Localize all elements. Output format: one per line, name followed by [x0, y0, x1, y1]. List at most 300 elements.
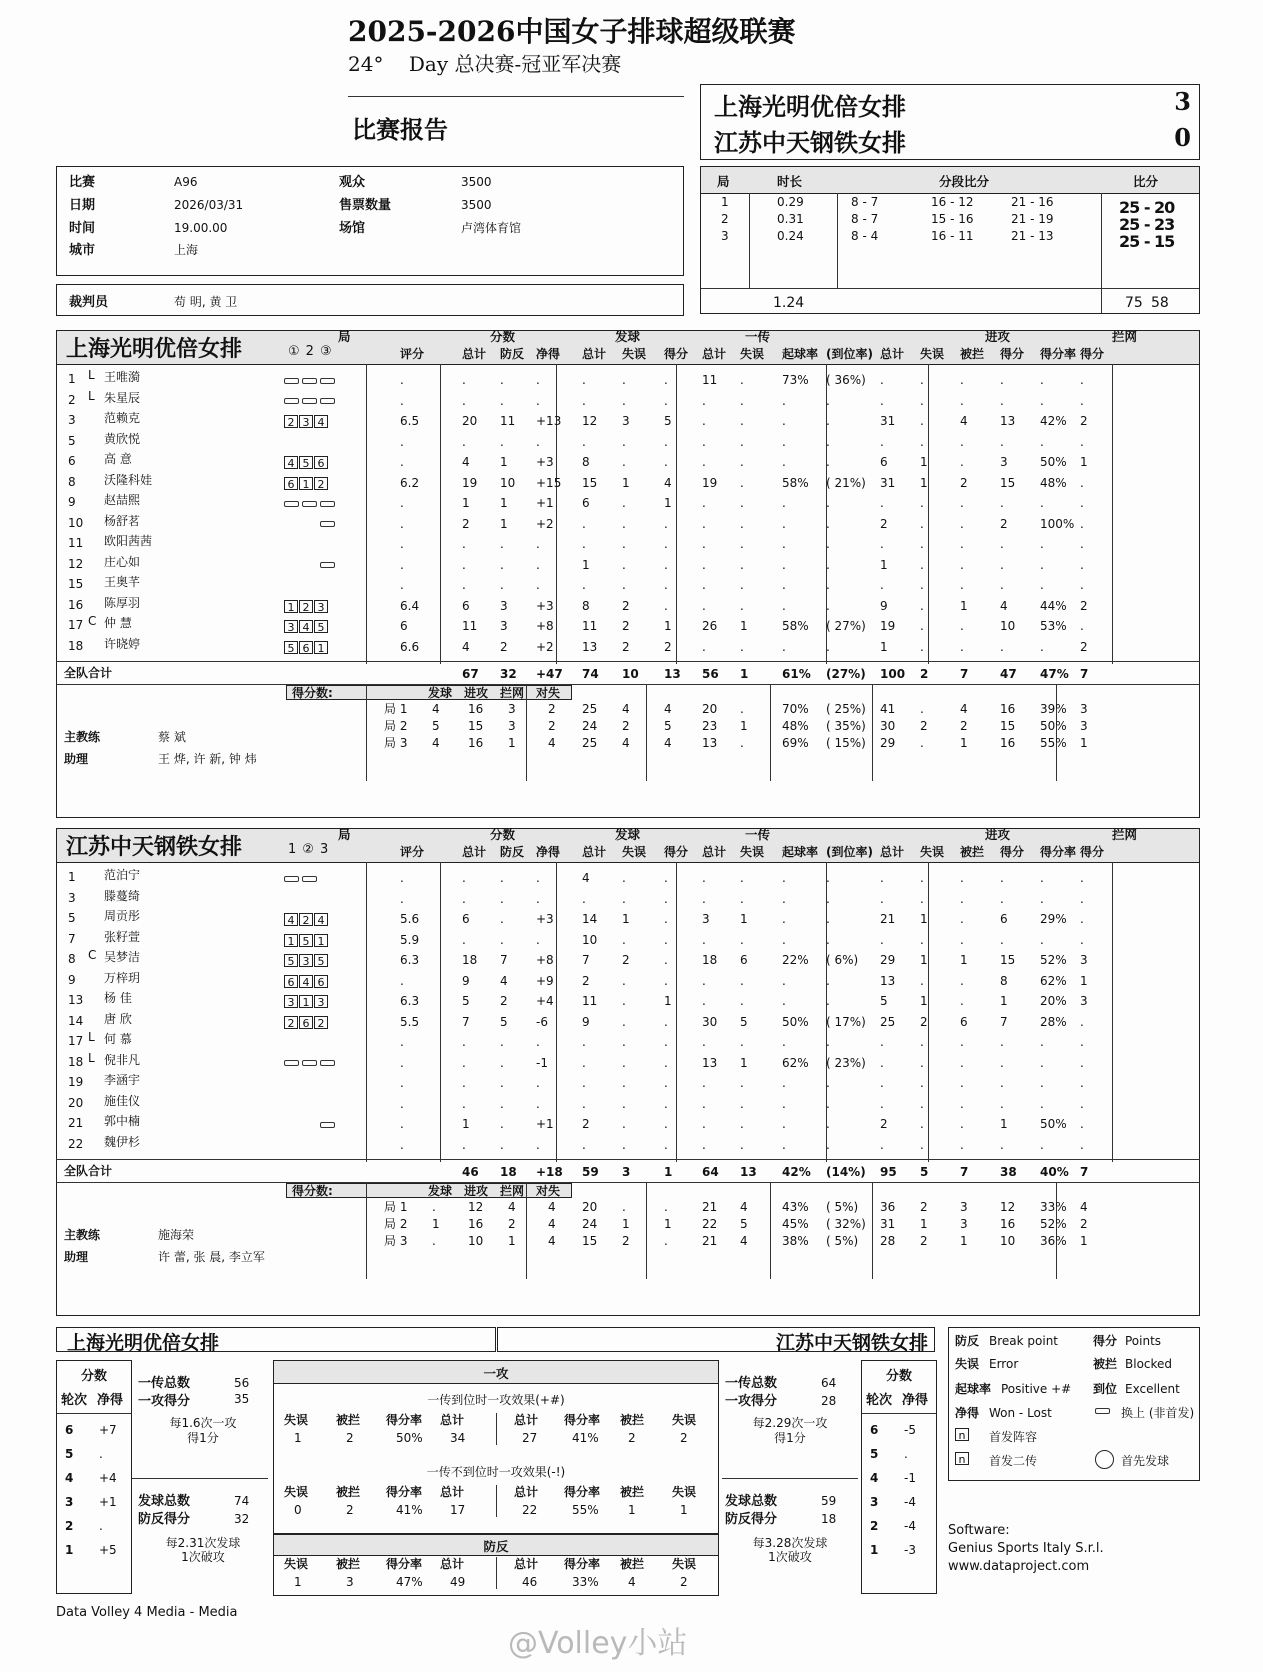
- stat-cell: .: [622, 871, 626, 885]
- sub-dash-icon: [302, 398, 317, 404]
- player-name: 沃隆科娃: [104, 472, 153, 487]
- stat-cell: .: [1000, 1035, 1004, 1049]
- stat-cell: 13: [1000, 414, 1016, 428]
- stat-cell: .: [1000, 373, 1004, 387]
- sub-dash-icon: [1095, 1408, 1110, 1414]
- col-header-qql: 起球率: [782, 347, 819, 361]
- col-header-pf: 评分: [400, 845, 425, 859]
- position-box: 1: [314, 934, 328, 947]
- total-cell: 18: [500, 1165, 517, 1179]
- set-stat-cell: 25: [582, 702, 598, 716]
- stat-cell: .: [400, 578, 404, 592]
- set-stat-cell: .: [920, 702, 924, 716]
- bottom-divider: [366, 685, 367, 781]
- stat-cell: 20%: [1040, 994, 1067, 1008]
- stat-cell: .: [664, 373, 668, 387]
- stat-cell: .: [400, 537, 404, 551]
- stat-cell: 6.3: [400, 953, 420, 967]
- stat-cell: .: [536, 1137, 540, 1152]
- col-header-zj: 总计: [880, 347, 905, 361]
- stat-cell: 20: [462, 414, 478, 428]
- group-header-yc: 一传: [745, 827, 771, 842]
- stat-cell: .: [1040, 373, 1044, 387]
- fa-val-a: 41%: [396, 1503, 423, 1517]
- stat-cell: .: [782, 932, 786, 947]
- set-stat-cell: 2: [920, 1234, 928, 1248]
- fa-val-a: 34: [450, 1431, 466, 1445]
- stat-cell: 15: [1000, 475, 1016, 490]
- stat-cell: 11: [702, 373, 718, 387]
- stat-cell: .: [960, 639, 964, 654]
- stat-cell: .: [960, 537, 964, 551]
- position-box: 5: [299, 456, 313, 469]
- player-number: 8: [68, 474, 76, 489]
- stat-cell: .: [740, 598, 744, 613]
- first-attack-title: 一攻: [483, 1366, 509, 1381]
- legend-jingde: 净得: [955, 1406, 980, 1420]
- set-stat-cell: 30: [880, 719, 896, 733]
- fa-val-a: 1: [294, 1575, 302, 1589]
- stat-cell: .: [960, 1035, 964, 1049]
- stat-cell: .: [1080, 619, 1084, 633]
- stat-cell: .: [880, 434, 884, 449]
- starter-box-icon: n: [955, 1428, 969, 1441]
- stat-cell: .: [462, 891, 466, 906]
- stat-cell: .: [1080, 475, 1084, 490]
- stat-cell: .: [1080, 1076, 1084, 1090]
- set-partial-8: 8 - 7: [851, 212, 879, 226]
- stat-cell: .: [500, 557, 504, 572]
- stat-cell: 13: [880, 973, 896, 988]
- stat-cell: .: [702, 393, 706, 408]
- rot-b-h1: 轮次: [866, 1393, 893, 1408]
- stat-cell: .: [500, 891, 504, 906]
- positive-title: 一传到位时一攻效果(+#): [427, 1393, 565, 1407]
- col-header-sw: 失误: [920, 845, 945, 859]
- set-score: 25 - 20: [1119, 198, 1175, 217]
- stat-cell: .: [782, 393, 786, 408]
- set-duration: 0.31: [777, 212, 804, 226]
- col-header-ff: 防反: [500, 845, 525, 859]
- stat-cell: .: [826, 1137, 830, 1152]
- set-stat-cell: 25: [582, 736, 598, 750]
- stat-cell: 1: [920, 912, 928, 926]
- stat-cell: .: [664, 973, 668, 988]
- player-number: 12: [68, 556, 84, 571]
- fa-val-a: 49: [450, 1575, 466, 1589]
- stat-cell: .: [920, 496, 924, 510]
- stat-cell: .: [664, 557, 668, 572]
- stat-cell: .: [702, 496, 706, 510]
- set-stat-cell: 20: [582, 1200, 598, 1214]
- player-role: L: [88, 388, 95, 403]
- player-name: 吴梦洁: [104, 950, 141, 964]
- stat-cell: .: [1080, 373, 1084, 387]
- stat-cell: .: [960, 1117, 964, 1131]
- set-stat-cell: 21: [702, 1234, 718, 1248]
- stat-cell: .: [740, 1076, 744, 1090]
- total-bottom: [56, 1182, 1200, 1183]
- position-box: 1: [299, 995, 313, 1008]
- stat-cell: 1: [500, 496, 508, 510]
- rotation-net: -4: [904, 1519, 916, 1533]
- stat-cell: .: [782, 1117, 786, 1131]
- stat-cell: .: [1080, 891, 1084, 906]
- player-number: 3: [68, 413, 76, 427]
- set-marks: [288, 842, 334, 857]
- total-cell: 64: [702, 1165, 719, 1179]
- legend-fangfan: 防反: [955, 1334, 980, 1348]
- stat-cell: .: [664, 455, 668, 469]
- score-label: 得分数:: [292, 1184, 333, 1198]
- fa-col-b: 被拦: [620, 1557, 645, 1571]
- stat-cell: 4: [582, 871, 590, 885]
- set-score-cell: 2: [548, 719, 556, 733]
- stat-cell: .: [462, 1055, 466, 1070]
- stat-cell: .: [536, 871, 540, 885]
- stat-cell: .: [1040, 1137, 1044, 1152]
- player-name: 杨 佳: [104, 991, 132, 1005]
- fa-divider: [496, 1413, 497, 1445]
- stat-cell: .: [920, 434, 924, 449]
- player-number: 19: [68, 1075, 84, 1089]
- group-header-lw: 拦网: [1112, 827, 1138, 842]
- score-col-header: 进攻: [464, 686, 489, 700]
- stat-cell: +3: [536, 912, 554, 926]
- col-header-ff: 防反: [500, 347, 525, 361]
- set-stat-cell: 3: [1080, 702, 1088, 716]
- fa-col-a: 总计: [440, 1413, 465, 1427]
- a-ratio: 每1.6次一攻: [169, 1416, 237, 1430]
- stat-cell: .: [740, 496, 744, 510]
- final-score-box: [700, 84, 1200, 160]
- fa-col-b: 得分率: [564, 1413, 601, 1427]
- stat-cell: .: [702, 994, 706, 1008]
- stat-cell: .: [1000, 932, 1004, 947]
- stat-cell: .: [1000, 871, 1004, 885]
- stat-cell: .: [920, 373, 924, 387]
- stat-cell: 4: [500, 973, 508, 988]
- stat-cell: .: [826, 973, 830, 988]
- software-credit: [948, 1522, 1104, 1576]
- b-serve-label: 发球总数: [725, 1494, 778, 1509]
- player-name: 赵喆熙: [104, 493, 141, 507]
- rotation-number: 5: [870, 1447, 879, 1461]
- stat-cell: 4: [462, 639, 470, 654]
- player-name: 许晓婷: [104, 636, 141, 651]
- team-a-name: 上海光明优倍女排: [714, 92, 906, 121]
- total-cell: 61%: [782, 667, 811, 681]
- stat-cell: .: [1080, 1014, 1084, 1029]
- stat-cell: .: [664, 578, 668, 592]
- stat-cell: .: [826, 557, 830, 572]
- stat-cell: .: [782, 434, 786, 449]
- col-header-jd: 净得: [536, 845, 561, 859]
- a-fa: 35: [234, 1392, 250, 1406]
- stat-cell: .: [1080, 1117, 1084, 1131]
- player-name: 范泊宁: [104, 868, 141, 882]
- stat-cell: .: [782, 578, 786, 592]
- sub-dash-icon: [320, 1122, 335, 1128]
- stat-cell: .: [920, 871, 924, 885]
- stat-cell: .: [500, 1055, 504, 1070]
- stat-cell: 15: [582, 475, 598, 490]
- stat-cell: .: [782, 496, 786, 510]
- set-row-label: 局 3: [384, 1234, 408, 1248]
- stat-cell: 1: [622, 912, 630, 926]
- set-duration: 0.29: [777, 195, 804, 209]
- set-score-cell: 4: [548, 736, 556, 750]
- audience-value: 3500: [461, 175, 492, 189]
- group-header-jg: 进攻: [985, 827, 1011, 842]
- set-stat-cell: 23: [702, 719, 718, 733]
- stat-cell: .: [536, 1035, 540, 1049]
- assistant-label: 助理: [64, 1250, 89, 1264]
- stat-cell: .: [400, 1076, 404, 1090]
- stat-cell: .: [536, 537, 540, 551]
- stat-cell: .: [960, 1076, 964, 1090]
- position-box: 4: [299, 620, 313, 633]
- stat-cell: .: [664, 932, 668, 947]
- player-number: 9: [68, 495, 76, 509]
- stat-cell: .: [960, 1137, 964, 1152]
- stat-cell: .: [826, 455, 830, 469]
- rotation-number: 5: [65, 1447, 74, 1461]
- stat-cell: .: [826, 537, 830, 551]
- stat-cell: .: [622, 1055, 626, 1070]
- total-cell: 40%: [1040, 1165, 1069, 1179]
- set-score-cell: 16: [468, 1217, 484, 1231]
- set-stat-cell: .: [664, 1234, 668, 1248]
- stat-cell: .: [536, 1076, 540, 1090]
- stat-cell: .: [462, 1096, 466, 1111]
- fa-col-a: 失误: [284, 1413, 309, 1427]
- set-score: 25 - 15: [1119, 232, 1175, 251]
- stat-cell: .: [582, 891, 586, 906]
- assistant-names: 许 蕾, 张 晨, 李立军: [158, 1250, 265, 1264]
- stat-cell: .: [622, 994, 626, 1008]
- stat-cell: .: [1080, 537, 1084, 551]
- position-box: 2: [284, 415, 298, 428]
- stat-cell: .: [664, 1035, 668, 1049]
- col-header-zj: 总计: [702, 845, 727, 859]
- stat-cell: .: [702, 639, 706, 654]
- team-name: 上海光明优倍女排: [66, 336, 243, 362]
- stat-cell: 1: [664, 496, 672, 510]
- player-row: [56, 430, 1200, 450]
- set-score-cell: .: [432, 1200, 436, 1214]
- position-box: 6: [314, 456, 328, 469]
- position-box: 4: [284, 456, 298, 469]
- set-stat-cell: ( 32%): [826, 1217, 866, 1231]
- player-name: 杨舒茗: [104, 513, 141, 528]
- stat-cell: .: [880, 496, 884, 510]
- set-stat-cell: 3: [1080, 719, 1088, 733]
- coach-name: 施海荣: [158, 1228, 195, 1242]
- stat-cell: .: [1040, 434, 1044, 449]
- bottom-divider: [526, 1183, 527, 1279]
- total-cell: 7: [960, 667, 969, 681]
- sets-table: [700, 166, 1200, 314]
- stat-cell: .: [880, 537, 884, 551]
- stat-cell: 11: [500, 414, 516, 428]
- round-subtitle: 24° Day 总决赛-冠亚军决赛: [348, 52, 622, 76]
- stat-cell: .: [582, 1055, 586, 1070]
- legend-sub: 换上 (非首发): [1121, 1406, 1195, 1420]
- player-positions: [284, 637, 329, 656]
- total-cell: +18: [536, 1165, 563, 1179]
- stat-cell: 6.6: [400, 639, 420, 654]
- stat-cell: 2: [622, 953, 630, 967]
- player-name: 仲 慧: [104, 616, 132, 630]
- stat-cell: .: [826, 578, 830, 592]
- stat-cell: 10: [1000, 619, 1016, 633]
- stat-cell: 9: [462, 973, 470, 988]
- total-cell: 1: [664, 1165, 673, 1179]
- stat-cell: .: [740, 1137, 744, 1152]
- stat-cell: 18: [702, 953, 718, 967]
- stat-cell: .: [400, 516, 404, 531]
- stat-cell: 58%: [782, 475, 809, 490]
- audience-label: 观众: [339, 175, 366, 190]
- player-number: 11: [68, 536, 84, 550]
- stat-cell: .: [462, 557, 466, 572]
- stat-cell: 6: [400, 619, 408, 633]
- stat-cell: .: [782, 639, 786, 654]
- stat-cell: 6: [462, 912, 470, 926]
- set-score-cell: .: [432, 1234, 436, 1248]
- stat-cell: .: [740, 373, 744, 387]
- stat-cell: +8: [536, 619, 554, 633]
- stat-cell: .: [500, 373, 504, 387]
- set-stat-cell: 50%: [1040, 719, 1067, 733]
- fa-col-a: 失误: [284, 1485, 309, 1499]
- set-number: 3: [721, 229, 729, 243]
- player-row: [56, 635, 1200, 655]
- set-row-label: 局 3: [384, 736, 408, 750]
- stat-cell: .: [826, 434, 830, 449]
- set-stat-cell: 2: [920, 1200, 928, 1214]
- player-number: 2: [68, 392, 76, 407]
- stat-cell: 5.5: [400, 1014, 420, 1029]
- player-row: [56, 989, 1200, 1009]
- stat-cell: .: [400, 1035, 404, 1049]
- total-cell: 74: [582, 667, 599, 681]
- set-score-cell: 2: [548, 702, 556, 716]
- stat-cell: .: [500, 1076, 504, 1090]
- set-stat-cell: 38%: [782, 1234, 809, 1248]
- player-positions: [284, 1012, 329, 1031]
- set-score-cell: 16: [468, 736, 484, 750]
- legend-qiqiu: 起球率: [955, 1382, 992, 1396]
- stat-cell: 3: [622, 414, 630, 428]
- total-cell: 1: [740, 667, 749, 681]
- date-label: 日期: [69, 198, 96, 213]
- fa-col-a: 总计: [440, 1485, 465, 1499]
- city-label: 城市: [69, 243, 96, 258]
- stat-cell: .: [1080, 1035, 1084, 1049]
- stat-cell: .: [782, 994, 786, 1008]
- stat-cell: +15: [536, 475, 562, 490]
- player-number: 6: [68, 454, 76, 468]
- stat-cell: 2: [920, 1014, 928, 1029]
- set-stat-cell: 1: [1080, 1234, 1088, 1248]
- stat-cell: .: [664, 1117, 668, 1131]
- set-partial-21: 21 - 16: [1011, 195, 1054, 209]
- assistant-names: 王 烨, 许 新, 钟 炜: [158, 752, 257, 766]
- player-number: 17: [68, 1034, 84, 1048]
- stat-cell: 19: [462, 475, 478, 490]
- stat-cell: 1: [920, 475, 928, 490]
- stat-cell: .: [500, 1096, 504, 1111]
- set-mark: ②: [302, 842, 314, 857]
- bottom-divider: [366, 1183, 367, 1279]
- total-cell: 67: [462, 667, 479, 681]
- legend-shiwu-en: Error: [989, 1357, 1019, 1371]
- set-stat-cell: 13: [702, 736, 718, 750]
- stat-cell: .: [740, 557, 744, 572]
- stat-cell: 1: [740, 1055, 748, 1070]
- rot-b-title: 分数: [885, 1369, 912, 1384]
- stat-cell: 15: [1000, 953, 1016, 967]
- report-title: 比赛报告: [352, 115, 448, 144]
- set-marks: [288, 344, 338, 359]
- date-value: 2026/03/31: [174, 198, 244, 212]
- player-number: 8: [68, 952, 76, 966]
- stat-cell: 5: [880, 994, 888, 1008]
- stat-cell: 5.9: [400, 932, 420, 947]
- fa-val-b: 4: [628, 1575, 636, 1589]
- position-box: 4: [299, 975, 313, 988]
- b-recv-total: 64: [821, 1376, 837, 1390]
- score-col-header: 进攻: [464, 1184, 489, 1198]
- competition-title: 2025-2026中国女子排球超级联赛: [348, 15, 796, 48]
- stat-cell: .: [1040, 932, 1044, 947]
- stat-cell: .: [702, 537, 706, 551]
- player-positions: [284, 596, 329, 615]
- position-box: 5: [314, 954, 328, 967]
- set-stat-cell: 1: [1080, 736, 1088, 750]
- stat-cell: .: [400, 973, 404, 988]
- stat-cell: 48%: [1040, 475, 1067, 490]
- stat-cell: 2: [622, 619, 630, 633]
- stat-cell: .: [960, 393, 964, 408]
- stat-cell: .: [740, 1035, 744, 1049]
- fa-col-a: 被拦: [336, 1557, 361, 1571]
- fa-val-b: 27: [522, 1431, 538, 1445]
- legend-box: [948, 1327, 1200, 1481]
- stat-cell: 13: [702, 1055, 718, 1070]
- player-row: [56, 450, 1200, 470]
- b-ct: 18: [821, 1512, 837, 1526]
- stat-cell: .: [702, 1076, 706, 1090]
- stat-cell: 58%: [782, 619, 809, 633]
- stat-cell: .: [702, 557, 706, 572]
- fa-col-b: 总计: [514, 1413, 539, 1427]
- stat-cell: 13: [582, 639, 598, 654]
- stat-cell: 21: [880, 912, 896, 926]
- total-cell: 59: [582, 1165, 599, 1179]
- stat-cell: .: [1000, 1055, 1004, 1070]
- col-header-sw: 失误: [740, 845, 765, 859]
- stat-cell: 1: [740, 912, 748, 926]
- stat-cell: 1: [920, 455, 928, 469]
- rotation-net: .: [99, 1447, 103, 1461]
- b-fa-label: 一攻得分: [725, 1394, 778, 1409]
- a-ratio2: 得1分: [187, 1431, 219, 1445]
- player-number: 5: [68, 911, 76, 925]
- col-header-df: 得分: [1080, 347, 1105, 361]
